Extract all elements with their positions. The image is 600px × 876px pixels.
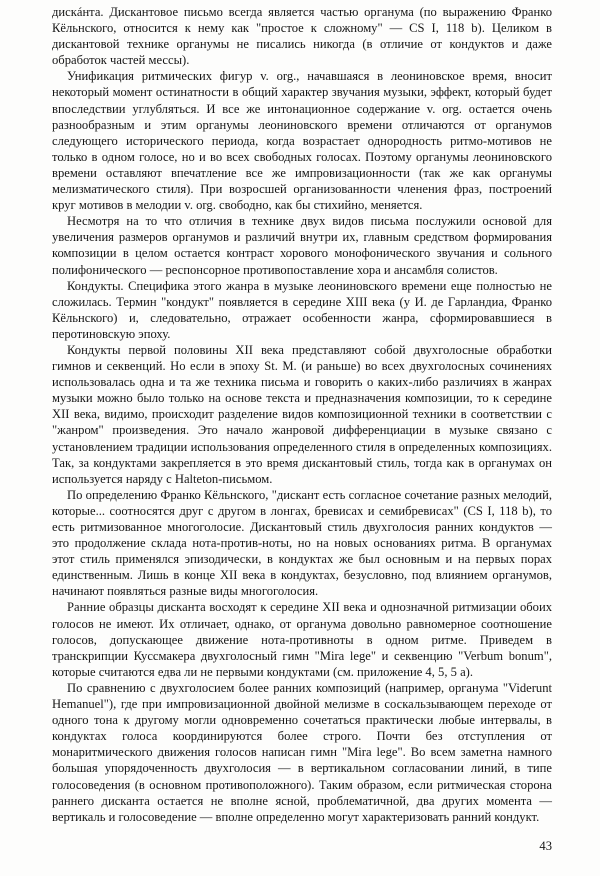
paragraph-3: Несмотря на то что отличия в технике двух видов письма послужили основой для увеличения размеров органумов и различий внутри их, главным средством формирования композиции в целом остается контраст хорового монофонического звучания и сольного полифонического — респонсорное противопоставление хора и ансамбля солистов. [52, 214, 552, 277]
paragraph-8: По сравнению с двухголосием более ранних композиций (например, органума "Viderunt Hemanuel"), где при импровизационной двойной мелизме в соскальзывающем переходе от одного тона к другому могли одновременно сочетаться практически любые интервалы, в кондуктах голоса координируются более строго. Почти без отступления от монаритмического движения голосов написан гимн "Mira lege". Во всем заметна намного большая упорядоченность двухголосия — в вертикальном согласовании линий, в типе голосоведения (в основном противоположного). Таким образом, если ритмическая сторона раннего дисканта остается не вполне ясной, проблематичной, два других момента — вертикаль и голосоведение — вполне определенно могут характеризовать ранний кондукт. [52, 680, 552, 824]
paragraph-7: Ранние образцы дисканта восходят к середине XII века и однозначной ритмизации обоих голосов не имеют. Их отличает, однако, от органума довольно равномерное соотношение голосов, допускающее движение нота-противноты в одном ритме. Приведем в транскрипции Куссмакера двухголосный гимн "Mira lege" и секвенцию "Verbum bonum", которые считаются едва ли не первыми кондуктами (см. приложение 4, 5, 5 а). [52, 600, 552, 679]
paragraph-6: По определению Франко Кёльнского, "дискант есть согласное сочетание разных мелодий, которые... соотносятся друг с другом в лонгах, бревисах и семибревисах" (CS I, 118 b), то есть ритмизованное многоголосие. Дискантовый стиль двухголосия ранних кондуктов — это продолжение склада нота-против-ноты, но на новых основаниях ритма. В органумах этот стиль применялся эпизодически, в кондуктах же был основным и на первых порах единственным. Лишь в конце XII века в кондуктах, безусловно, под влиянием органумов, начинают появляться разные виды многоголосия. [52, 487, 552, 599]
paragraph-2: Унификация ритмических фигур v. org., начавшаяся в леониновское время, вносит некоторый момент остинатности в общий характер звучания музыки, эффект, который будет впоследствии углубляться. И все же интонационное содержание v. org. остается очень разнообразным и этим органумы леониновского времени отличаются от органумов следующего исторического периода, когда возрастает однородность ритмо-мотивов не только в одном голосе, но и во всех свободных голосах. Поэтому органумы леониновского времени оставляют впечатление все же импровизационности (так же как органумы мелизматического стиля). При возросшей организованности членения фраз, построений круг мотивов в мелодии v. org. свободно, как бы стихийно, меняется. [52, 69, 552, 213]
paragraph-1: дискáнта. Дискантовое письмо всегда является частью органума (по выражению Франко Кёльнского, относится к нему как "простое к сложному" — CS I, 118 b). Целиком в дискантовой технике органумы не писались никогда (в отличие от кондуктов и даже обработок частей мессы). [52, 5, 552, 68]
paragraph-5: Кондукты первой половины XII века представляют собой двухголосные обработки гимнов и секвенций. Но если в эпоху St. M. (и раньше) во всех двухголосных сочинениях использовалась одна и та же техника письма и говорить о каких-либо различиях в жанрах музыки можно было только на основе текста и предназначения композиции, то к середине XII века, видимо, происходит разделение видов композиционной техники в соответствии с "жанром" произведения. Это начало жанровой дифференциации в музыке связано с установлением традиции использования определенного стиля в определенных композициях. Так, за кондуктами закрепляется в это время дискантовый стиль, тогда как в органумах он используется наряду с Halteton-письмом. [52, 342, 552, 486]
paragraph-4: Кондукты. Специфика этого жанра в музыке леониновского времени еще полностью не сложилась. Термин "кондукт" появляется в середине XIII века (у И. де Гарландиа, Франко Кёльнского) и, следовательно, отражает особенности жанра, сформировавшиеся в перотиновскую эпоху. [52, 278, 552, 341]
body-text [52, 4, 552, 825]
page-number: 43 [539, 839, 552, 853]
